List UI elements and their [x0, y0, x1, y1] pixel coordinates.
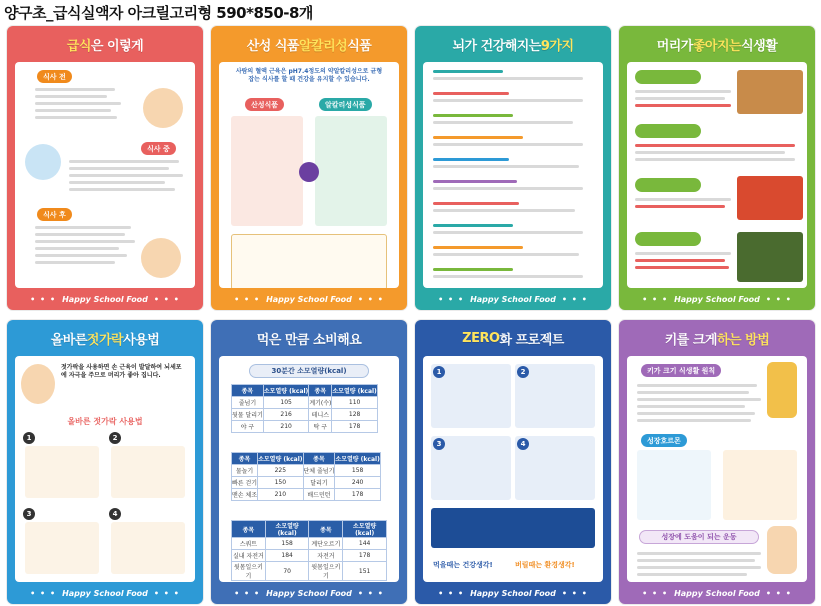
poster-title: 올바른 젓가락 사용법 — [50, 332, 160, 348]
foods-list — [231, 234, 387, 288]
tag-after-meal: 식사 후 — [37, 208, 72, 221]
exercise-title: 성장에 도움이 되는 운동 — [661, 533, 737, 541]
poster-title: 먹은 만큼 소비해요 — [256, 332, 362, 348]
poster-title: 머리가 좋아지는 식생활 — [656, 38, 778, 54]
calorie-table: 종목 소모열량 (kcal) 종목 소모열량 (kcal) 물놀기 225 단체 줄넘기 158 빠른 걷기 150 달리기 240 맨손 체조 210 배드민턴 178 — [231, 452, 381, 501]
food-photo — [737, 176, 803, 220]
slogan-environment: 버릴때는 환경생각! — [515, 561, 575, 569]
chopsticks-step-image — [111, 446, 185, 498]
poster-title: 키를 크게 하는 방법 — [664, 332, 770, 348]
title-text: 은 이렇게 — [90, 38, 144, 54]
step-number: 1 — [433, 366, 445, 378]
poster-body — [219, 62, 399, 288]
poster-footer: • • • Happy School Food • • • — [234, 294, 384, 304]
poster-footer: • • • Happy School Food • • • — [438, 588, 588, 598]
info-banner — [431, 508, 595, 548]
poster-grow-taller[interactable] — [619, 320, 815, 604]
table-title: 30분간 소모열량(kcal) — [249, 364, 369, 378]
poster-footer: • • • Happy School Food • • • — [642, 588, 792, 598]
poster-zero-waste[interactable] — [415, 320, 611, 604]
tag-alkaline: 알칼리성식품 — [319, 98, 372, 111]
intro-text: 사람의 혈액 근육은 pH7.4정도의 약알칼리성으로 균형잡는 식사를 할 때 건강을 유지할 수 있습니다. — [235, 68, 383, 83]
chopsticks-step-image — [25, 522, 99, 574]
tag-growth-hormone: 성장호르몬 — [641, 434, 687, 447]
poster-smart-diet[interactable] — [619, 26, 815, 310]
food-photo — [737, 232, 803, 282]
poster-body — [15, 356, 195, 582]
food-illustration — [723, 450, 797, 520]
section-banner — [635, 178, 701, 192]
page-title: 양구초_급식실액자 아크릴고리형 590*850-8개 — [4, 4, 313, 22]
poster-title: ZERO 화 프로젝트 — [462, 330, 564, 348]
subtitle: 올바른 젓가락 사용법 — [67, 417, 143, 426]
poster-title — [7, 26, 203, 62]
tag-before-meal: 식사 전 — [37, 70, 72, 83]
step-number: 4 — [109, 508, 121, 520]
poster-footer: • • • Happy School Food • • • — [30, 294, 180, 304]
section-banner — [635, 70, 701, 84]
step-number: 3 — [23, 508, 35, 520]
section-banner — [635, 232, 701, 246]
poster-brain-health[interactable] — [415, 26, 611, 310]
girl-illustration — [767, 526, 797, 574]
acid-foods-image — [231, 116, 303, 226]
giraffe-illustration — [767, 362, 797, 418]
child-illustration — [143, 88, 183, 128]
poster-body — [627, 356, 807, 582]
poster-title: 산성 식품 알칼리성 식품 — [246, 38, 372, 54]
calorie-table: 종목 소모열량 (kcal) 종목 소모열량 (kcal) 줄넘기 105 계기(수) 110 뒷물 달리기 216 테니스 128 야 구 210 탁 구 178 — [231, 384, 378, 433]
poster-body — [15, 62, 195, 288]
poster-body — [219, 356, 399, 582]
child-illustration — [21, 364, 55, 404]
poster-chopsticks[interactable] — [7, 320, 203, 604]
chopsticks-step-image — [25, 446, 99, 498]
poster-footer: • • • Happy School Food • • • — [30, 588, 180, 598]
poster-body — [627, 62, 807, 288]
poster-footer: • • • Happy School Food • • • — [642, 294, 792, 304]
poster-calorie-burn[interactable] — [211, 320, 407, 604]
alkaline-foods-image — [315, 116, 387, 226]
poster-meal-manners[interactable] — [7, 26, 203, 310]
poster-acid-alkaline[interactable] — [211, 26, 407, 310]
slogan-health: 먹을때는 건강생각! — [433, 561, 493, 569]
tag-acid: 산성식품 — [245, 98, 284, 111]
child-eating-illustration — [25, 144, 61, 180]
poster-body — [423, 356, 603, 582]
boy-illustration — [141, 238, 181, 278]
calorie-table: 종목 소모열량 (kcal) 종목 소모열량 (kcal) 스쿼트 158 계단오르기 144 실내 자전거 184 자전거 178 윗몸일으키기 70 윗몸일으키기 151 — [231, 520, 387, 581]
section-banner — [635, 124, 701, 138]
tag-during-meal: 식사 중 — [141, 142, 176, 155]
intro-text: 젓가락을 사용하면 손 근육이 발달하여 뇌세포에 자극을 주므로 머리가 좋아 집니다. — [61, 364, 182, 379]
tag-principles: 키가 크기 식생활 원칙 — [641, 364, 721, 377]
poster-footer: • • • Happy School Food • • • — [234, 588, 384, 598]
title-highlight: 급식 — [66, 38, 91, 54]
food-illustration — [637, 450, 711, 520]
poster-body — [423, 62, 603, 288]
step-number: 2 — [517, 366, 529, 378]
food-photo — [737, 70, 803, 114]
step-number: 4 — [517, 438, 529, 450]
step-number: 2 — [109, 432, 121, 444]
poster-title: 뇌가 건강해지는 9가지 — [452, 38, 574, 54]
poster-footer: • • • Happy School Food • • • — [438, 294, 588, 304]
plus-icon — [299, 162, 319, 182]
step-number: 3 — [433, 438, 445, 450]
step-number: 1 — [23, 432, 35, 444]
chopsticks-step-image — [111, 522, 185, 574]
poster-grid — [7, 26, 815, 604]
